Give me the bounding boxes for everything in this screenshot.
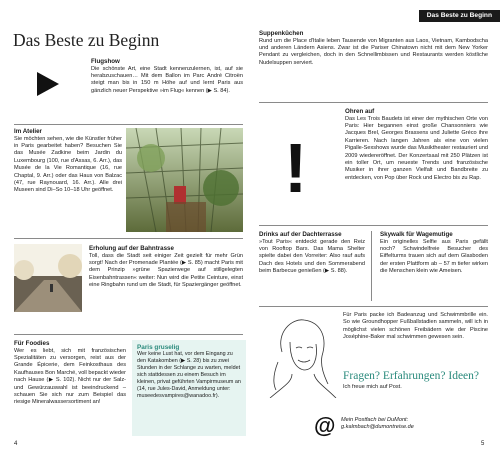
atelier-photo: [126, 128, 243, 232]
exclamation-icon: !: [284, 129, 308, 207]
section-title: Ohren auf: [345, 108, 375, 115]
section-title: Drinks auf der Dachterrasse: [259, 231, 342, 238]
section-body: Sie möchten sehen, wie die Künstler früher in Paris gearbeitet haben? Besuchen Sie das Musée Zadkine beim Jardin du Luxembourg (100, rue d'Assas, 6. Arr.), das Musée de la Vie Romantique (16, rue Chaptal, 9. Arr.) oder das Haus von Balzac (47, rue Raynouard, 16. Arr.). Alle drei Museen sind Di–So 10–18 Uhr geöffnet.: [14, 135, 122, 194]
gruselig-tip-box: [132, 340, 246, 436]
question-prompt: Ich freue mich auf Post.: [343, 384, 402, 390]
section-body: Das Les Trois Baudets ist einer der mythischen Orte von Paris: Hier begannen einst große Chansonniers wie Jacques Brel, Georges Brassens und Juliette Gréco ihre Karrieren. Nach langen Jahren als eine von vielen Pigalle-Sexshows wurde das Musiktheater restauriert und 2009 wiedereröffnet. Der Konzertsaal mit 250 Plätzen ist ein toller Ort, um neueste Trends und französische Musiker in ihrer ganzen Vielfalt und Bandbreite zu entdecken, von Pop über Rock und Electro bis zu Rap.: [345, 115, 488, 181]
page-number-right: 5: [481, 441, 485, 447]
tip-body: Wer keine Lust hat, vor dem Eingang zu den Katakomben (▶ S. 28) bis zu zwei Stunden in der Schlange zu warten, meldet sich stattdessen zu einem Besuch im kleinen, privat geführten Vampirmuseum an (14, rue Jules-David, Anmeldung unter: museedesvampires@wanadoo.fr).: [137, 351, 241, 399]
header-tag: Das Beste zu Beginn: [419, 10, 500, 22]
atelier-section: [14, 128, 122, 195]
section-body: Die schönste Art, eine Stadt kennenzulernen, ist, auf sie herabzuschauen… Mit dem Ballon im Parc André Citroën steigt man bis in 150 m Höhe auf und lernt Paris aus gänzlich neuer Perspektive »im Flug« kennen (▶ S. 84).: [91, 65, 243, 94]
email-link[interactable]: g.kalmbach@dumontreise.de: [341, 424, 414, 430]
at-icon: @: [314, 413, 336, 438]
section-body: Ein originelles Selfie aus Paris gefällt noch? Schwindelfreie Besucher des Eiffelturms trauen sich auf dem Glasboden der ersten Plattform ab – 57 m tiefer wirken die Menschen klein wie Ameisen.: [380, 238, 488, 275]
author-body: Für Paris packe ich Badeanzug und Schwimmbrille ein. So wie Groundhopper Fußballstadien sammeln, will ich in möglichst vielen schönen Freibädern wie der Piscine Joséphine-Baker mal schwimmen gewesen sein.: [343, 312, 488, 341]
bahntrasse-section: [89, 245, 243, 290]
section-title: Für Foodies: [14, 340, 50, 347]
author-section: [343, 312, 488, 342]
skywalk-section: [380, 231, 488, 276]
arrow-left-icon: [37, 72, 59, 96]
section-title: Im Atelier: [14, 128, 42, 135]
dachterrasse-section: [259, 231, 365, 276]
question-heading: Fragen? Erfahrungen? Ideen?: [343, 370, 480, 382]
author-portrait: [262, 312, 340, 398]
section-title: Suppenküchen: [259, 30, 304, 37]
foodies-section: [14, 340, 126, 407]
ohren-section: [345, 108, 488, 182]
section-body: Rund um die Place d'Italie leben Tausende von Migranten aus Laos, Vietnam, Kambodscha und anderen Ländern Asiens. Zwar ist die Pariser Chinatown nicht mit dem New Yorker Pendant zu vergleichen, doch in den Schnellimbissen und Restaurants werden köstliche Nudelsuppen serviert.: [259, 37, 488, 66]
flugshow-section: [91, 58, 243, 95]
page-title: Das Beste zu Beginn: [13, 30, 160, 50]
postfach-info: [341, 417, 491, 431]
postfach-label: Mein Postfach bei DuMont:: [341, 417, 409, 423]
section-body: Wer es liebt, sich mit französischen Spezialitäten zu versorgen, reist aus der Grande Épicerie, dem Feinkosthaus des Kaufhauses Bon Marché, voll bepackt wieder nach Hause (▶ S. 102). Nicht nur der Salz- und Gewürzauswahl ist beeindruckend – schauen Sie sich nur zum Beispiel das riesige Mineralwassersortiment an!: [14, 347, 126, 406]
page-number-left: 4: [14, 441, 18, 447]
section-body: Toll, dass die Stadt seit einiger Zeit gezielt für mehr Grün sorgt! Nach der Promenade Plantée (▶ S. 85) macht Paris mit dem Prinzip »grüne Spazierwege auf stillgelegten Eisenbahntrassen« weiter: Nun wird die Petite Ceinture, einst eine Ringbahn rund um die Stadt, für Spaziergänger geöffnet.: [89, 252, 243, 289]
bahntrasse-photo: [14, 244, 82, 312]
tip-title: Paris gruselig: [137, 344, 180, 351]
suppenkuechen-section: [259, 30, 488, 67]
section-title: Flugshow: [91, 58, 120, 65]
section-title: Skywalk für Wagemutige: [380, 231, 453, 238]
section-body: »Tout Paris« entdeckt gerade den Reiz von Rooftop Bars. Das Mama Shelter spielte dabei den Vorreiter: Also rauf aufs Dach des Hotels und den Sommerabend beim Barbecue genießen (▶ S. 88).: [259, 238, 365, 275]
section-title: Erholung auf der Bahntrasse: [89, 245, 174, 252]
